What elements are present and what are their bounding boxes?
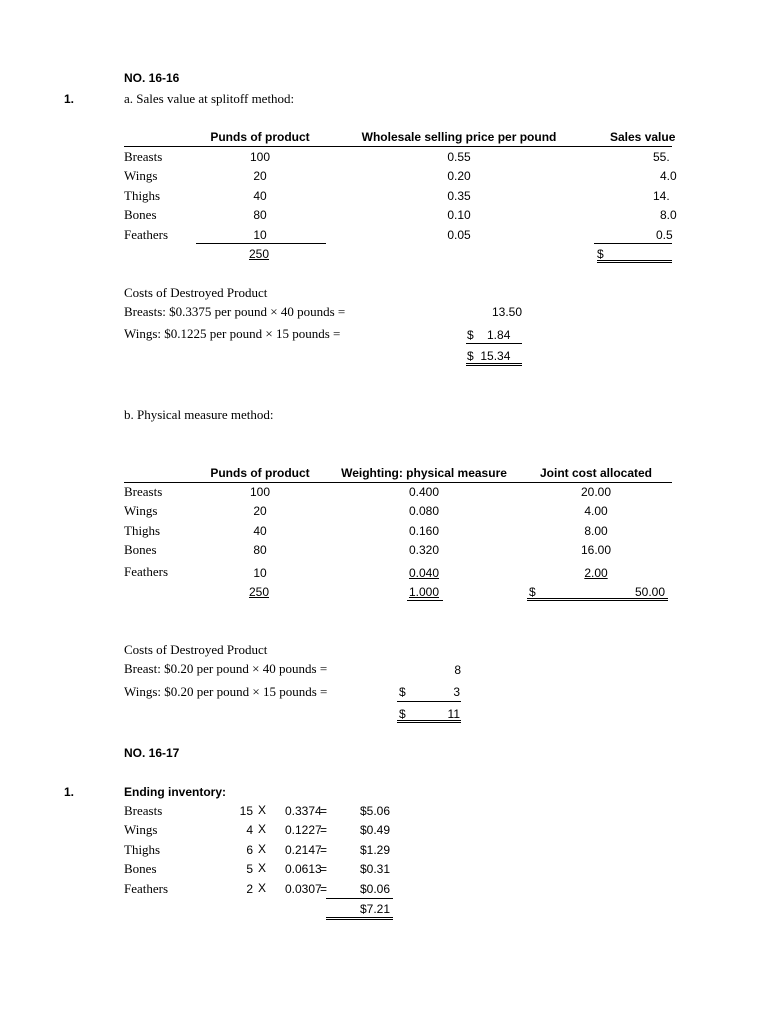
destroyed-b-line1-label: Breast: $0.20 per pound × 40 pounds = <box>124 661 328 676</box>
row-price: 0.35 <box>447 189 471 203</box>
row-weight: 0.080 <box>408 504 440 518</box>
row-label: Bones <box>124 207 157 222</box>
table-a-total-pounds: 250 <box>248 247 270 261</box>
table-b-header-rule <box>124 482 672 483</box>
row-sales: 4.0 <box>660 169 677 183</box>
table-b-header-weighting: Weighting: physical measure <box>341 466 507 480</box>
row-weight: 0.320 <box>408 543 440 557</box>
row-amount: $5.06 <box>360 804 391 818</box>
equals-mark: = <box>320 882 328 896</box>
row-pounds: 10 <box>253 228 267 242</box>
row-price: 0.10 <box>447 208 471 222</box>
destroyed-a-line2-rule <box>466 343 522 344</box>
row-pounds: 20 <box>253 504 267 518</box>
multiply-sign: X <box>258 822 267 836</box>
row-sales: 0.5 <box>656 228 673 242</box>
multiply-sign: X <box>258 881 267 895</box>
row-pounds: 40 <box>253 189 267 203</box>
inventory-subtotal-rule <box>326 898 393 899</box>
row-label: Thighs <box>124 523 161 538</box>
row-pounds: 80 <box>253 543 267 557</box>
row-weight: 0.040 <box>408 566 440 580</box>
row-price: 0.05 <box>447 228 471 242</box>
row-label: Feathers <box>124 227 169 242</box>
destroyed-a-line1-value: 13.50 <box>491 305 522 319</box>
table-b-total-cost-rule-2 <box>527 600 668 601</box>
destroyed-a-line2-label: Wings: $0.1225 per pound × 15 pounds = <box>124 326 341 341</box>
destroyed-a-line2-value: $ 1.84 <box>467 328 511 342</box>
row-rate: 0.1227 <box>285 823 322 837</box>
row-qty: 15 <box>239 804 253 818</box>
row-label: Breasts <box>124 149 163 164</box>
row-cost: 2.00 <box>584 566 608 580</box>
destroyed-b-total-dollar: $ <box>399 707 406 721</box>
table-b-header-joint-cost: Joint cost allocated <box>539 466 653 480</box>
row-label: Thighs <box>124 842 161 857</box>
table-a-header-sales: Sales value <box>610 130 676 144</box>
destroyed-b-total-rule-2 <box>397 722 461 723</box>
row-sales: 14. <box>653 189 670 203</box>
part-a-title: a. Sales value at splitoff method: <box>124 91 295 106</box>
destroyed-a-total-rule-1 <box>466 363 522 364</box>
multiply-sign: X <box>258 842 267 856</box>
row-rate: 0.0307 <box>285 882 322 896</box>
table-b-total-pounds: 250 <box>248 585 270 599</box>
row-label: Breasts <box>124 803 163 818</box>
row-label: Feathers <box>124 564 169 579</box>
row-rate: 0.2147 <box>285 843 322 857</box>
row-price: 0.55 <box>447 150 471 164</box>
destroyed-b-line2-dollar: $ <box>399 685 406 699</box>
row-amount: $0.49 <box>360 823 391 837</box>
equals-mark: = <box>320 862 328 876</box>
row-amount: $0.06 <box>360 882 391 896</box>
row-pounds: 100 <box>249 485 271 499</box>
row-qty: 6 <box>246 843 253 857</box>
table-b-total-cost-rule-1 <box>527 598 668 599</box>
destroyed-b-line2-value: 3 <box>453 685 460 699</box>
row-amount: $0.31 <box>360 862 391 876</box>
inventory-total-rule-1 <box>326 917 393 918</box>
row-rate: 0.0613 <box>285 862 322 876</box>
row-sales: 55. <box>653 150 670 164</box>
equals-mark: = <box>320 804 328 818</box>
row-sales-clip <box>620 168 677 184</box>
row-cost: 16.00 <box>580 543 612 557</box>
row-sales-clip <box>620 188 672 204</box>
sales-subtotal-rule <box>594 243 672 244</box>
row-cost: 8.00 <box>584 524 608 538</box>
table-b-header-pounds: Punds of product <box>210 466 310 480</box>
row-weight: 0.160 <box>408 524 440 538</box>
destroyed-a-line1-label: Breasts: $0.3375 per pound × 40 pounds = <box>124 304 346 319</box>
inventory-total: $7.21 <box>360 902 391 916</box>
table-b-total-cost: 50.00 <box>634 585 665 599</box>
row-sales-clip <box>620 227 672 243</box>
multiply-sign: X <box>258 803 267 817</box>
row-label: Thighs <box>124 188 161 203</box>
pounds-subtotal-rule <box>196 243 326 244</box>
row-pounds: 10 <box>253 566 267 580</box>
destroyed-a-total: $ 15.34 <box>467 349 511 363</box>
row-qty: 4 <box>246 823 253 837</box>
destroyed-b-title: Costs of Destroyed Product <box>124 642 268 657</box>
multiply-sign: X <box>258 861 267 875</box>
row-qty: 2 <box>246 882 253 896</box>
table-b-total-weight-rule <box>407 600 443 601</box>
inventory-total-rule-2 <box>326 919 393 920</box>
problem-heading-16-17: NO. 16-17 <box>124 746 180 760</box>
row-qty: 5 <box>246 862 253 876</box>
row-label: Wings <box>124 168 158 183</box>
item-number: 1. <box>64 785 75 799</box>
item-number: 1. <box>64 92 75 106</box>
problem-heading-16-16: NO. 16-16 <box>124 71 180 85</box>
row-label: Breasts <box>124 484 163 499</box>
row-sales: 8.0 <box>660 208 677 222</box>
destroyed-b-line1-value: 8 <box>454 663 461 677</box>
part-b-title: b. Physical measure method: <box>124 407 274 422</box>
table-a-total-sales-dollar: $ <box>597 247 604 261</box>
row-label: Wings <box>124 822 158 837</box>
row-weight: 0.400 <box>408 485 440 499</box>
table-b-total-weight: 1.000 <box>408 585 440 599</box>
row-cost: 4.00 <box>584 504 608 518</box>
row-label: Feathers <box>124 881 169 896</box>
destroyed-b-line2-label: Wings: $0.20 per pound × 15 pounds = <box>124 684 328 699</box>
row-cost: 20.00 <box>580 485 612 499</box>
row-pounds: 40 <box>253 524 267 538</box>
destroyed-a-title: Costs of Destroyed Product <box>124 285 268 300</box>
equals-mark: = <box>320 843 328 857</box>
row-price: 0.20 <box>447 169 471 183</box>
table-b-total-cost-dollar: $ <box>529 585 536 599</box>
row-label: Bones <box>124 861 157 876</box>
row-pounds: 100 <box>249 150 271 164</box>
row-sales-clip <box>620 149 672 165</box>
sales-total-double-rule-1 <box>597 260 672 261</box>
ending-inventory-title: Ending inventory: <box>124 785 226 799</box>
row-label: Bones <box>124 542 157 557</box>
row-sales-clip <box>620 207 677 223</box>
destroyed-b-line2-rule <box>397 701 461 702</box>
row-pounds: 20 <box>253 169 267 183</box>
destroyed-a-total-rule-2 <box>466 365 522 366</box>
table-a-header-price: Wholesale selling price per pound <box>361 130 557 144</box>
destroyed-b-total-rule-1 <box>397 720 461 721</box>
destroyed-b-total-value: 11 <box>447 707 460 721</box>
row-label: Wings <box>124 503 158 518</box>
table-a-header-pounds: Punds of product <box>210 130 310 144</box>
row-rate: 0.3374 <box>285 804 322 818</box>
table-a-header-sales-clip <box>590 129 676 145</box>
equals-mark: = <box>320 823 328 837</box>
row-pounds: 80 <box>253 208 267 222</box>
table-a-header-rule <box>124 146 672 147</box>
sales-total-double-rule-2 <box>597 262 672 263</box>
row-amount: $1.29 <box>360 843 391 857</box>
